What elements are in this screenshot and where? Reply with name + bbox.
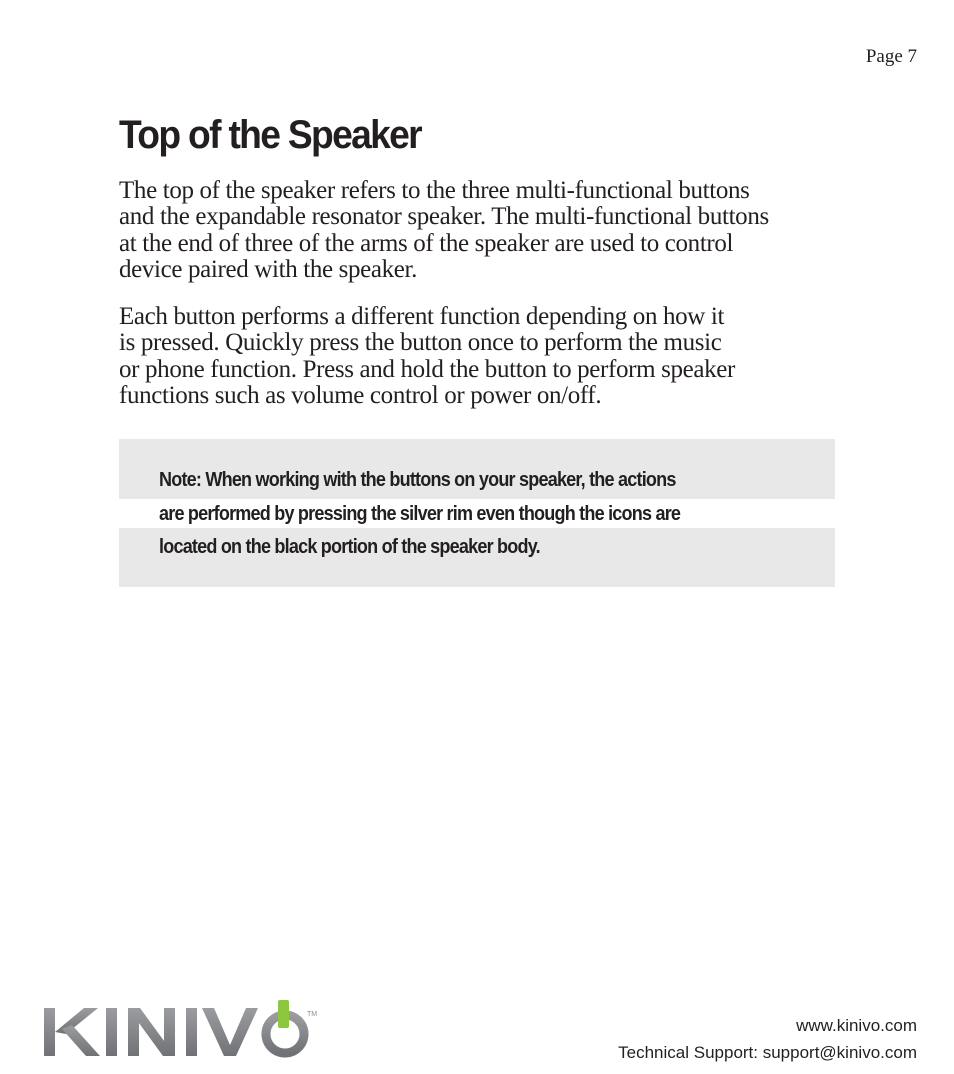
paragraph-line: device paired with the speaker.: [119, 255, 418, 283]
paragraph-line: and the expandable resonator speaker. The multi-functional buttons: [119, 203, 769, 231]
button-function-paragraph: [119, 304, 849, 409]
page-number: Page 7: [865, 46, 917, 67]
note-line: Note: When working with the buttons on your speaker, the actions: [159, 468, 676, 491]
kinivo-logo: [42, 996, 322, 1060]
website-link[interactable]: www.kinivo.com: [796, 1016, 917, 1035]
paragraph-line: or phone function. Press and hold the button to perform speaker: [119, 355, 735, 383]
paragraph-line: functions such as volume control or power on/off.: [119, 381, 602, 409]
note-line: are performed by pressing the silver rim even though the icons are: [159, 501, 681, 525]
support-contact[interactable]: Technical Support: support@kinivo.com: [618, 1043, 917, 1062]
paragraph-line: at the end of three of the arms of the speaker are used to control: [119, 229, 734, 257]
note-line: located on the black portion of the speaker body.: [159, 535, 540, 558]
paragraph-line: is pressed. Quickly press the button once to perform the music: [119, 329, 722, 357]
footer-contact: [618, 1012, 917, 1066]
page-title: Top of the Speaker: [119, 113, 421, 157]
intro-paragraph: [119, 178, 849, 283]
svg-text:TM: TM: [307, 1011, 318, 1018]
paragraph-line: Each button performs a different function depending on how it: [119, 303, 725, 330]
paragraph-line: The top of the speaker refers to the three multi-functional buttons: [119, 177, 750, 204]
note-text: [159, 463, 680, 564]
